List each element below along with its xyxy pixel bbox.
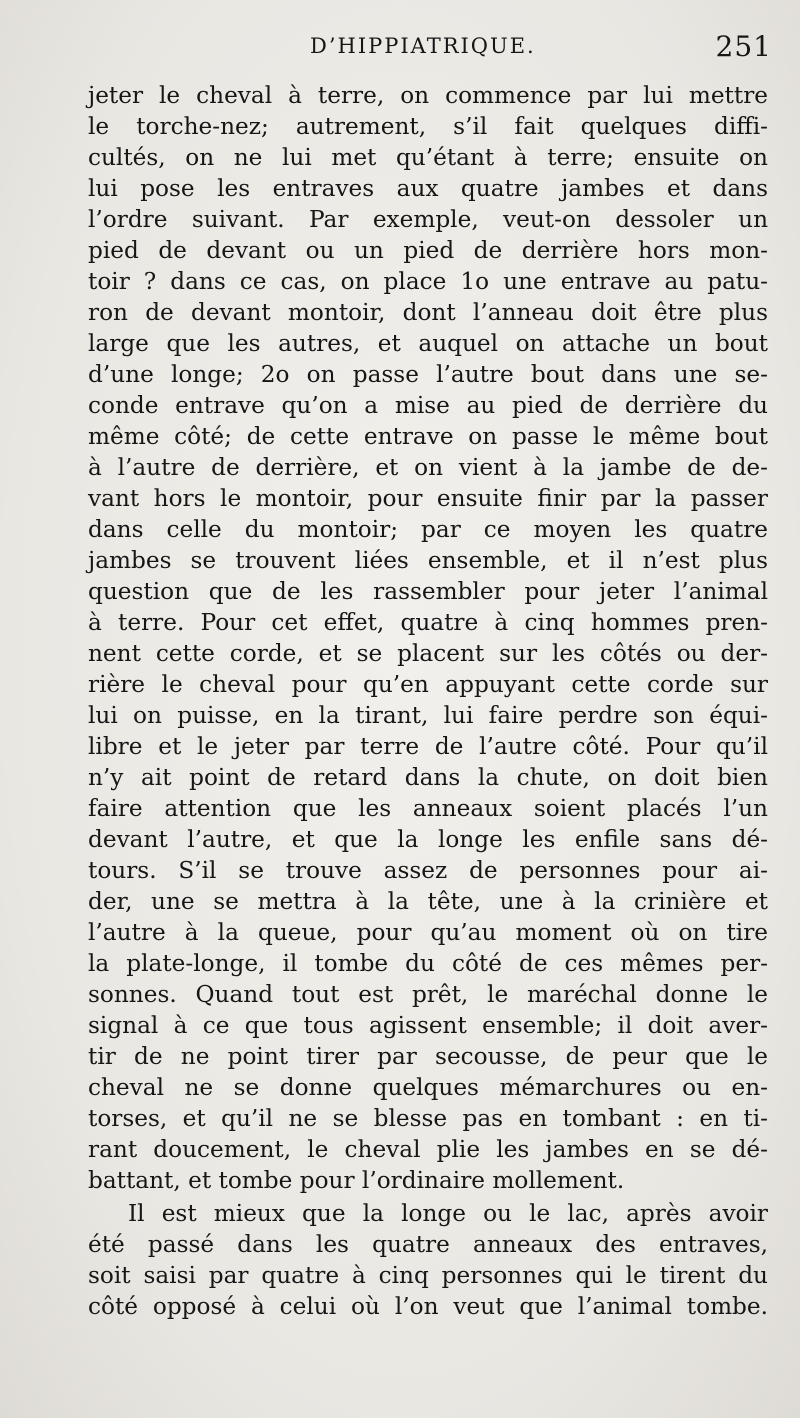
text-line: vant hors le montoir, pour ensuite finir par la passer	[88, 485, 768, 512]
text-line: lui pose les entraves aux quatre jambes et dans	[88, 175, 768, 202]
paragraph-end-line: battant, et tombe pour l’ordinaire mollement.	[88, 1167, 625, 1194]
text-line: même côté; de cette entrave on passe le même bout	[88, 423, 768, 450]
paragraph-start-line: Il est mieux que la longe ou le lac, après avoir	[128, 1200, 768, 1227]
body-text	[88, 80, 768, 1322]
text-line: cultés, on ne lui met qu’étant à terre; ensuite on	[88, 144, 768, 171]
text-line: toir ? dans ce cas, on place 1o une entrave au patu-	[88, 268, 768, 295]
page-number: 251	[715, 30, 772, 63]
text-line: question que de les rassembler pour jeter l’animal	[88, 578, 768, 605]
text-line: der, une se mettra à la tête, une à la crinière et	[88, 888, 768, 915]
text-line: lui on puisse, en la tirant, lui faire perdre son équi-	[88, 702, 768, 729]
text-line: libre et le jeter par terre de l’autre côté. Pour qu’il	[88, 733, 768, 760]
text-line: dans celle du montoir; par ce moyen les quatre	[88, 516, 768, 543]
text-line: sonnes. Quand tout est prêt, le maréchal donne le	[88, 981, 768, 1008]
text-line: tir de ne point tirer par secousse, de peur que le	[88, 1043, 768, 1070]
text-line: ron de devant montoir, dont l’anneau doit être plus	[88, 299, 768, 326]
text-line: d’une longe; 2o on passe l’autre bout dans une se-	[88, 361, 768, 388]
text-line: devant l’autre, et que la longe les enfile sans dé-	[88, 826, 768, 853]
text-line: signal à ce que tous agissent ensemble; il doit aver-	[88, 1012, 768, 1039]
text-line: n’y ait point de retard dans la chute, on doit bien	[88, 764, 768, 791]
text-line: faire attention que les anneaux soient placés l’un	[88, 795, 768, 822]
text-line: cheval ne se donne quelques mémarchures ou en-	[88, 1074, 768, 1101]
text-line: nent cette corde, et se placent sur les côtés ou der-	[88, 640, 768, 667]
text-line: jambes se trouvent liées ensemble, et il n’est plus	[88, 547, 768, 574]
text-line: la plate-longe, il tombe du côté de ces mêmes per-	[88, 950, 768, 977]
text-line: été passé dans les quatre anneaux des entraves,	[88, 1231, 768, 1258]
text-line: large que les autres, et auquel on attache un bout	[88, 330, 768, 357]
text-line: pied de devant ou un pied de derrière hors mon-	[88, 237, 768, 264]
text-line: jeter le cheval à terre, on commence par lui mettre	[88, 82, 768, 109]
running-head: D’HIPPIATRIQUE.	[310, 34, 536, 58]
text-line: conde entrave qu’on a mise au pied de derrière du	[88, 392, 768, 419]
text-line: à terre. Pour cet effet, quatre à cinq hommes pren-	[88, 609, 768, 636]
text-line: côté opposé à celui où l’on veut que l’animal tombe.	[88, 1293, 768, 1320]
text-line: soit saisi par quatre à cinq personnes qui le tirent du	[88, 1262, 768, 1289]
text-line: le torche-nez; autrement, s’il fait quelques diffi-	[88, 113, 768, 140]
text-line: torses, et qu’il ne se blesse pas en tombant : en ti-	[88, 1105, 768, 1132]
text-line: rant doucement, le cheval plie les jambes en se dé-	[88, 1136, 768, 1163]
text-line: l’autre à la queue, pour qu’au moment où on tire	[88, 919, 768, 946]
text-line: à l’autre de derrière, et on vient à la jambe de de-	[88, 454, 768, 481]
page-header	[0, 26, 800, 76]
text-line: tours. S’il se trouve assez de personnes pour ai-	[88, 857, 768, 884]
text-line: l’ordre suivant. Par exemple, veut-on dessoler un	[88, 206, 768, 233]
text-line: rière le cheval pour qu’en appuyant cette corde sur	[88, 671, 768, 698]
